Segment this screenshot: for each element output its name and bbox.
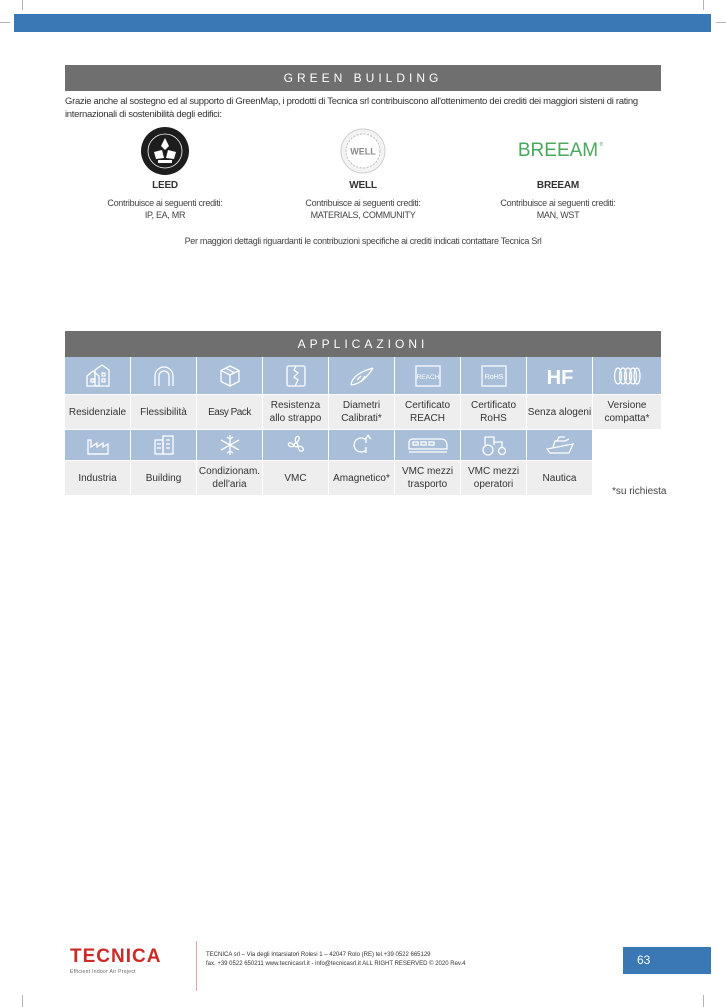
- page-number: 63: [623, 947, 711, 974]
- ship-icon: [527, 430, 592, 460]
- app-label-condizionamento: Condizionam. dell'aria: [197, 461, 262, 495]
- hf-badge-text: HF: [546, 366, 573, 388]
- box-icon: [197, 357, 262, 394]
- halogen-free-icon: [527, 357, 592, 394]
- app-label-versione-compatta: Versione compatta*: [593, 395, 661, 429]
- app-label-vmc: VMC: [263, 461, 328, 495]
- breeam-logo-icon: BREEAM ®: [517, 140, 604, 161]
- train-icon: [395, 430, 460, 460]
- app-label-vmc-operatori: VMC mezzi operatori: [461, 461, 526, 495]
- app-label-flessibilita: Flessibilità: [131, 395, 196, 429]
- app-label-easy-pack: Easy Pack: [197, 395, 262, 429]
- flexible-duct-icon: [131, 357, 196, 394]
- well-logo-text: WELL: [350, 146, 376, 157]
- app-label-reach: Certificato REACH: [395, 395, 460, 429]
- green-building-heading: GREEN BUILDING: [65, 65, 661, 91]
- tractor-icon: [461, 430, 526, 460]
- app-label-senza-alogeni: Senza alogeni: [527, 395, 592, 429]
- compact-coil-icon: [593, 357, 661, 394]
- green-building-intro: Grazie anche al sostegno ed al supporto di GreenMap, i prodotti di Tecnica srl contribuiscono all'ottenimento dei crediti dei maggiori sisteni di rating internazionali di sostenibilità degli edifici:: [65, 96, 638, 120]
- cert-breeam: [463, 126, 653, 221]
- rohs-badge-icon: [461, 357, 526, 394]
- crop-mark: [703, 995, 704, 1007]
- building-icon: [131, 430, 196, 460]
- footer-divider: [196, 941, 197, 991]
- cert-leed: [70, 126, 260, 221]
- cert-well: [268, 126, 458, 221]
- cert-name: BREEAM: [536, 180, 580, 191]
- magnet-icon: [329, 430, 394, 460]
- cert-credits: IP, EA, MR: [144, 210, 186, 220]
- green-building-footnote: Per maggiori dettagli riguardanti le contribuzioni specifiche ai crediti indicati contattare Tecnica Srl: [184, 236, 542, 246]
- app-label-amagnetico: Amagnetico*: [329, 461, 394, 495]
- fan-icon: [263, 430, 328, 460]
- breeam-logo-text: BREEAM: [517, 140, 599, 161]
- on-request-note: *su richiesta: [612, 486, 667, 497]
- tecnica-logo-text: TECNICA: [70, 946, 162, 967]
- houses-icon: [65, 357, 130, 394]
- app-label-resistenza: Resistenza allo strappo: [263, 395, 328, 429]
- factory-icon: [65, 430, 130, 460]
- app-label-nautica: Nautica: [527, 461, 592, 495]
- applicazioni-heading: APPLICAZIONI: [65, 331, 661, 357]
- app-label-building: Building: [131, 461, 196, 495]
- top-bar: [14, 14, 711, 32]
- calibrated-diameter-icon: [329, 357, 394, 394]
- tear-resistance-icon: [263, 357, 328, 394]
- crop-mark: [0, 22, 10, 23]
- cert-credits: MATERIALS, COMMUNITY: [310, 210, 416, 220]
- cert-desc: Contribuisce ai seguenti crediti:: [305, 198, 421, 208]
- app-label-rohs: Certificato RoHS: [461, 395, 526, 429]
- crop-mark: [22, 995, 23, 1007]
- cert-desc: Contribuisce ai seguenti crediti:: [107, 198, 223, 208]
- footer-line-1: TECNICA srl – Via degli Intarsiatori Rolesi 1 – 42047 Rolo (RE) tel.+39 0522 665129: [206, 952, 431, 958]
- footer-line-2: fax. +39 0522 650211 www.tecnicasrl.it - info@tecnicasrl.it ALL RIGHT RESERVED © 2020 Rev.4: [206, 961, 466, 967]
- rohs-badge-text: RoHS: [484, 373, 503, 381]
- cert-credits: MAN, WST: [536, 210, 580, 220]
- cert-name: LEED: [152, 180, 178, 191]
- crop-mark: [716, 22, 726, 23]
- app-label-residenziale: Residenziale: [65, 395, 130, 429]
- reach-badge-icon: [395, 357, 460, 394]
- app-label-industria: Industria: [65, 461, 130, 495]
- reach-badge-text: REACH: [416, 373, 439, 381]
- crop-mark: [22, 0, 23, 10]
- app-label-vmc-trasporto: VMC mezzi trasporto: [395, 461, 460, 495]
- tecnica-tagline: Efficient Indoor Air Project: [70, 969, 136, 975]
- leed-seal-icon: [70, 126, 260, 176]
- footer-contact: [206, 951, 465, 969]
- tecnica-logo: [70, 946, 161, 975]
- well-logo-icon: [268, 126, 458, 176]
- app-label-diametri: Diametri Calibrati*: [329, 395, 394, 429]
- snowflake-icon: [197, 430, 262, 460]
- cert-desc: Contribuisce ai seguenti crediti:: [500, 198, 616, 208]
- crop-mark: [703, 0, 704, 10]
- cert-name: WELL: [349, 180, 377, 191]
